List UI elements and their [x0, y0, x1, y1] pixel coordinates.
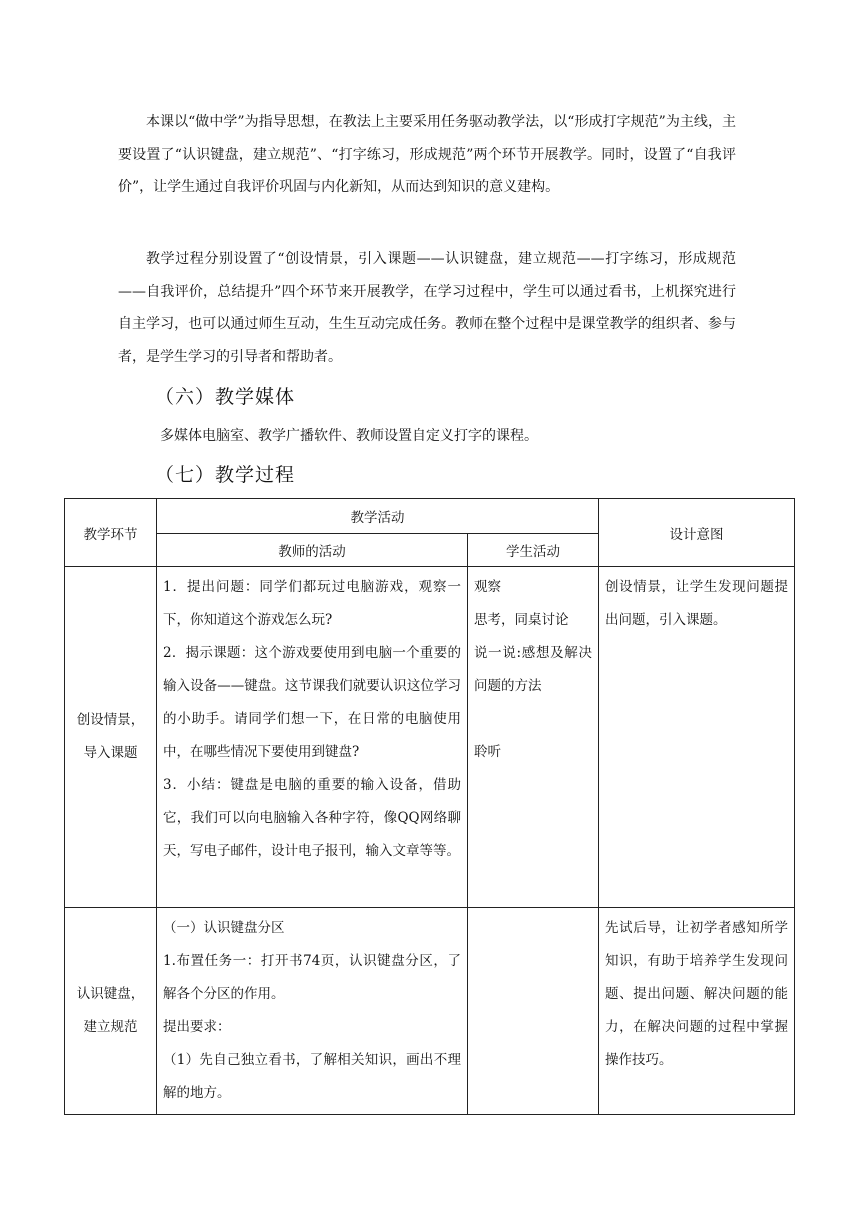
- design-intent-cell: [599, 908, 795, 1115]
- teacher-activity-item: 1.布置任务一：打开书74页，认识键盘分区，了解各个分区的作用。: [163, 953, 461, 1002]
- stage-cell: [65, 908, 157, 1115]
- header-intent: 设计意图: [599, 499, 795, 567]
- stage-label-line: 创设情景，: [76, 712, 145, 728]
- design-intent-cell: [599, 567, 795, 908]
- header-stage: 教学环节: [65, 499, 157, 567]
- stage-label-line: 建立规范: [83, 1019, 138, 1035]
- intro-paragraph-2: 教学过程分别设置了“创设情景，引入课题——认识键盘，建立规范——打字练习，形成规范——自我评价，总结提升”四个环节来开展教学，在学习过程中，学生可以通过看书，上机探究进行自主学习，也可以通过师生互动，生生互动完成任务。教师在整个过程中是课堂教学的组织者、参与者，是学生学习的引导者和帮助者。: [118, 251, 736, 365]
- student-activity-cell: [468, 908, 599, 1115]
- intro-paragraph-1: 本课以“做中学”为指导思想，在教法上主要采用任务驱动教学法，以“形成打字规范”为主线，主要设置了“认识键盘，建立规范”、“打字练习，形成规范”两个环节开展教学。同时，设置了“自我评价”，让学生通过自我评价巩固与内化新知，从而达到知识的意义建构。: [118, 114, 736, 195]
- stage-label-line: 导入课题: [83, 745, 138, 761]
- header-activity: 教学活动: [157, 499, 599, 534]
- teacher-activity-item: 2．揭示课题：这个游戏要使用到电脑一个重要的输入设备——键盘。这节课我们就要认识这位学习的小助手。请同学们想一下，在日常的电脑使用中，在哪些情况下要使用到键盘?: [163, 645, 461, 760]
- section-6-heading: （六）教学媒体: [155, 386, 296, 408]
- student-activity-item: 思考，同桌讨论: [474, 612, 569, 628]
- spacer: [474, 703, 592, 736]
- student-activity-cell: [468, 567, 599, 908]
- student-activity-item: 说一说:感想及解决问题的方法: [474, 645, 592, 694]
- teacher-activity-cell: [157, 908, 468, 1115]
- table-row: [65, 567, 795, 908]
- design-intent-text: 先试后导，让初学者感知所学知识，有助于培养学生发现问题、提出问题、解决问题的能力，在解决问题的过程中掌握操作技巧。: [605, 920, 788, 1068]
- table-row: [65, 908, 795, 1115]
- header-teacher: 教师的活动: [157, 534, 468, 567]
- student-activity-item: 聆听: [474, 744, 501, 760]
- teacher-activity-item: （一）认识键盘分区: [163, 920, 285, 936]
- design-intent-text: 创设情景，让学生发现问题提出问题，引入课题。: [605, 579, 788, 628]
- section-6-text: 多媒体电脑室、教学广播软件、教师设置自定义打字的课程。: [160, 428, 538, 444]
- teacher-activity-item: 1．提出问题：同学们都玩过电脑游戏，观察一下，你知道这个游戏怎么玩?: [163, 579, 461, 628]
- table-header-row: [65, 499, 795, 534]
- stage-label-line: 认识键盘，: [76, 986, 145, 1002]
- teacher-activity-item: （1）先自己独立看书，了解相关知识，画出不理解的地方。: [163, 1052, 461, 1101]
- teacher-activity-item: 提出要求：: [163, 1019, 231, 1035]
- stage-cell: [65, 567, 157, 908]
- section-7-heading: （七）教学过程: [155, 464, 296, 486]
- teacher-activity-item: 3．小结：键盘是电脑的重要的输入设备，借助它，我们可以向电脑输入各种字符，像QQ网络聊天，写电子邮件，设计电子报刊，输入文章等等。: [163, 777, 461, 859]
- header-student: 学生活动: [468, 534, 599, 567]
- student-activity-item: 观察: [474, 579, 501, 595]
- teacher-activity-cell: [157, 567, 468, 908]
- teaching-process-table: [64, 498, 795, 1115]
